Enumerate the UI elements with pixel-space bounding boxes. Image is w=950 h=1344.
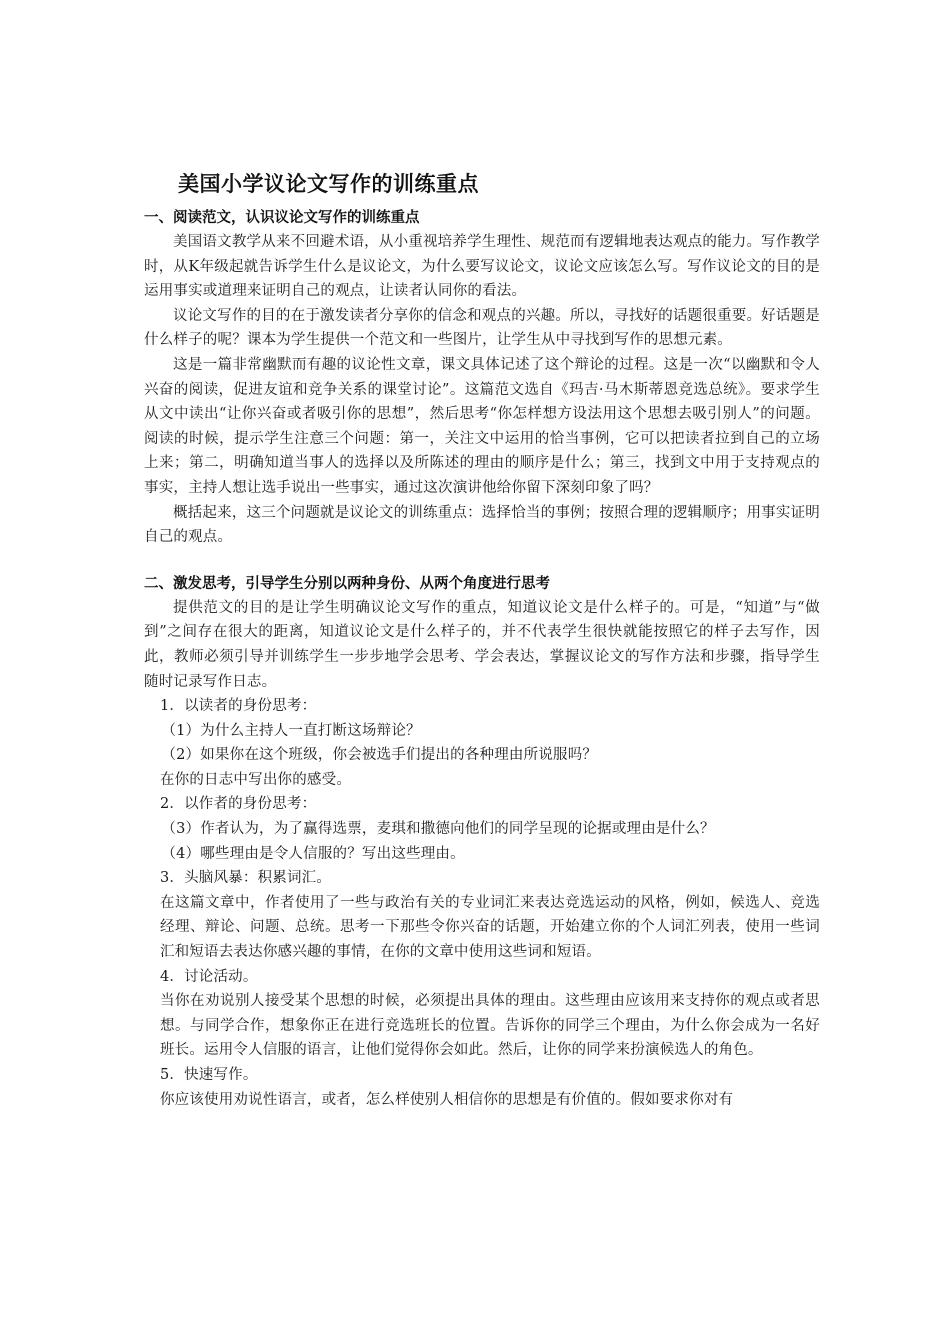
section-1-paragraph-3: 这是一篇非常幽默而有趣的议论性文章，课文具体记述了这个辩论的过程。这是一次“以幽默和令人兴奋的阅读，促进友谊和竞争关系的课堂讨论”。这篇范文选自《玛吉·马木斯蒂恩竞选总统》。要求学生从文中读出“让你兴奋或者吸引你的思想”，然后思考“你怎样想方设法用这个思想去吸引别人”的问题。阅读的时候，提示学生注意三个问题：第一，关注文中运用的恰当事例，它可以把读者拉到自己的立场上来；第二，明确知道当事人的选择以及所陈述的理由的顺序是什么；第三，找到文中用于支持观点的事实，主持人想让选手说出一些事实，通过这次演讲他给你留下深刻印象了吗？ — [144, 356, 820, 496]
section-1-paragraph-1: 美国语文教学从来不回避术语，从小重视培养学生理性、规范而有逻辑地表达观点的能力。写作教学时，从K年级起就告诉学生什么是议论文，为什么要写议论文，议论文应该怎么写。写作议论文的目的是运用事实或道理来证明自己的观点，让读者认同你的看法。 — [144, 234, 820, 300]
question-4: （4）哪些理由是令人信服的？写出这些理由。 — [161, 845, 465, 862]
document-title: 美国小学议论文写作的训练重点 — [178, 172, 479, 196]
section-2-heading: 二、激发思考，引导学生分别以两种身份、从两个角度进行思考 — [144, 575, 550, 592]
list-item-2: 2．以作者的身份思考： — [159, 796, 317, 813]
list-item-5: 5．快速写作。 — [159, 1067, 258, 1083]
section-1-heading: 一、阅读范文，认识议论文写作的训练重点 — [144, 210, 420, 226]
section-1-paragraph-4: 概括起来，这三个问题就是议论文的训练重点：选择恰当的事例；按照合理的逻辑顺序；用事实证明自己的观点。 — [144, 504, 820, 546]
journal-note: 在你的日志中写出你的感受。 — [159, 771, 352, 788]
section-2-intro: 提供范文的目的是让学生明确议论文写作的重点，知道议论文是什么样子的。可是，“知道”与“做到”之间存在很大的距离，知道议论文是什么样子的，并不代表学生很快就能按照它的样子去写作，因此，教师必须引导并训练学生一步步地学会思考、学会表达，掌握议论文的写作方法和步骤，指导学生随时记录写作日志。 — [144, 599, 820, 690]
question-1: （1）为什么主持人一直打断这场辩论？ — [161, 722, 421, 739]
section-1-paragraph-2: 议论文写作的目的在于激发读者分享你的信念和观点的兴趣。所以，寻找好的话题很重要。好话题是什么样子的呢？课本为学生提供一个范文和一些图片，让学生从中寻找到写作的思想元素。 — [144, 307, 820, 349]
list-item-3-text: 在这篇文章中，作者使用了一些与政治有关的专业词汇来表达竞选运动的风格，例如，候选人、竞选经理、辩论、问题、总统。思考一下那些令你兴奋的话题，开始建立你的个人词汇列表，使用一些词汇和短语去表达你感兴趣的事情，在你的文章中使用这些词和短语。 — [159, 894, 820, 961]
list-item-3: 3．头脑风暴：积累词汇。 — [159, 870, 332, 887]
list-item-4-text: 当你在劝说别人接受某个思想的时候，必须提出具体的理由。这些理由应该用来支持你的观点或者思想。与同学合作，想象你正在进行竞选班长的位置。告诉你的同学三个理由，为什么你会成为一名好班长。运用令人信服的语言，让他们觉得你会如此。然后，让你的同学来扮演候选人的角色。 — [159, 993, 820, 1059]
question-3: （3）作者认为，为了赢得选票，麦琪和撒德向他们的同学呈现的论据或理由是什么？ — [161, 821, 715, 838]
list-item-5-text: 你应该使用劝说性语言，或者，怎么样使别人相信你的思想是有价值的。假如要求你对有 — [159, 1091, 734, 1108]
list-item-4: 4．讨论活动。 — [159, 968, 258, 985]
document-page — [144, 168, 820, 1112]
question-2: （2）如果你在这个班级，你会被选手们提出的各种理由所说服吗？ — [161, 747, 598, 764]
list-item-1: 1．以读者的身份思考： — [159, 698, 317, 715]
